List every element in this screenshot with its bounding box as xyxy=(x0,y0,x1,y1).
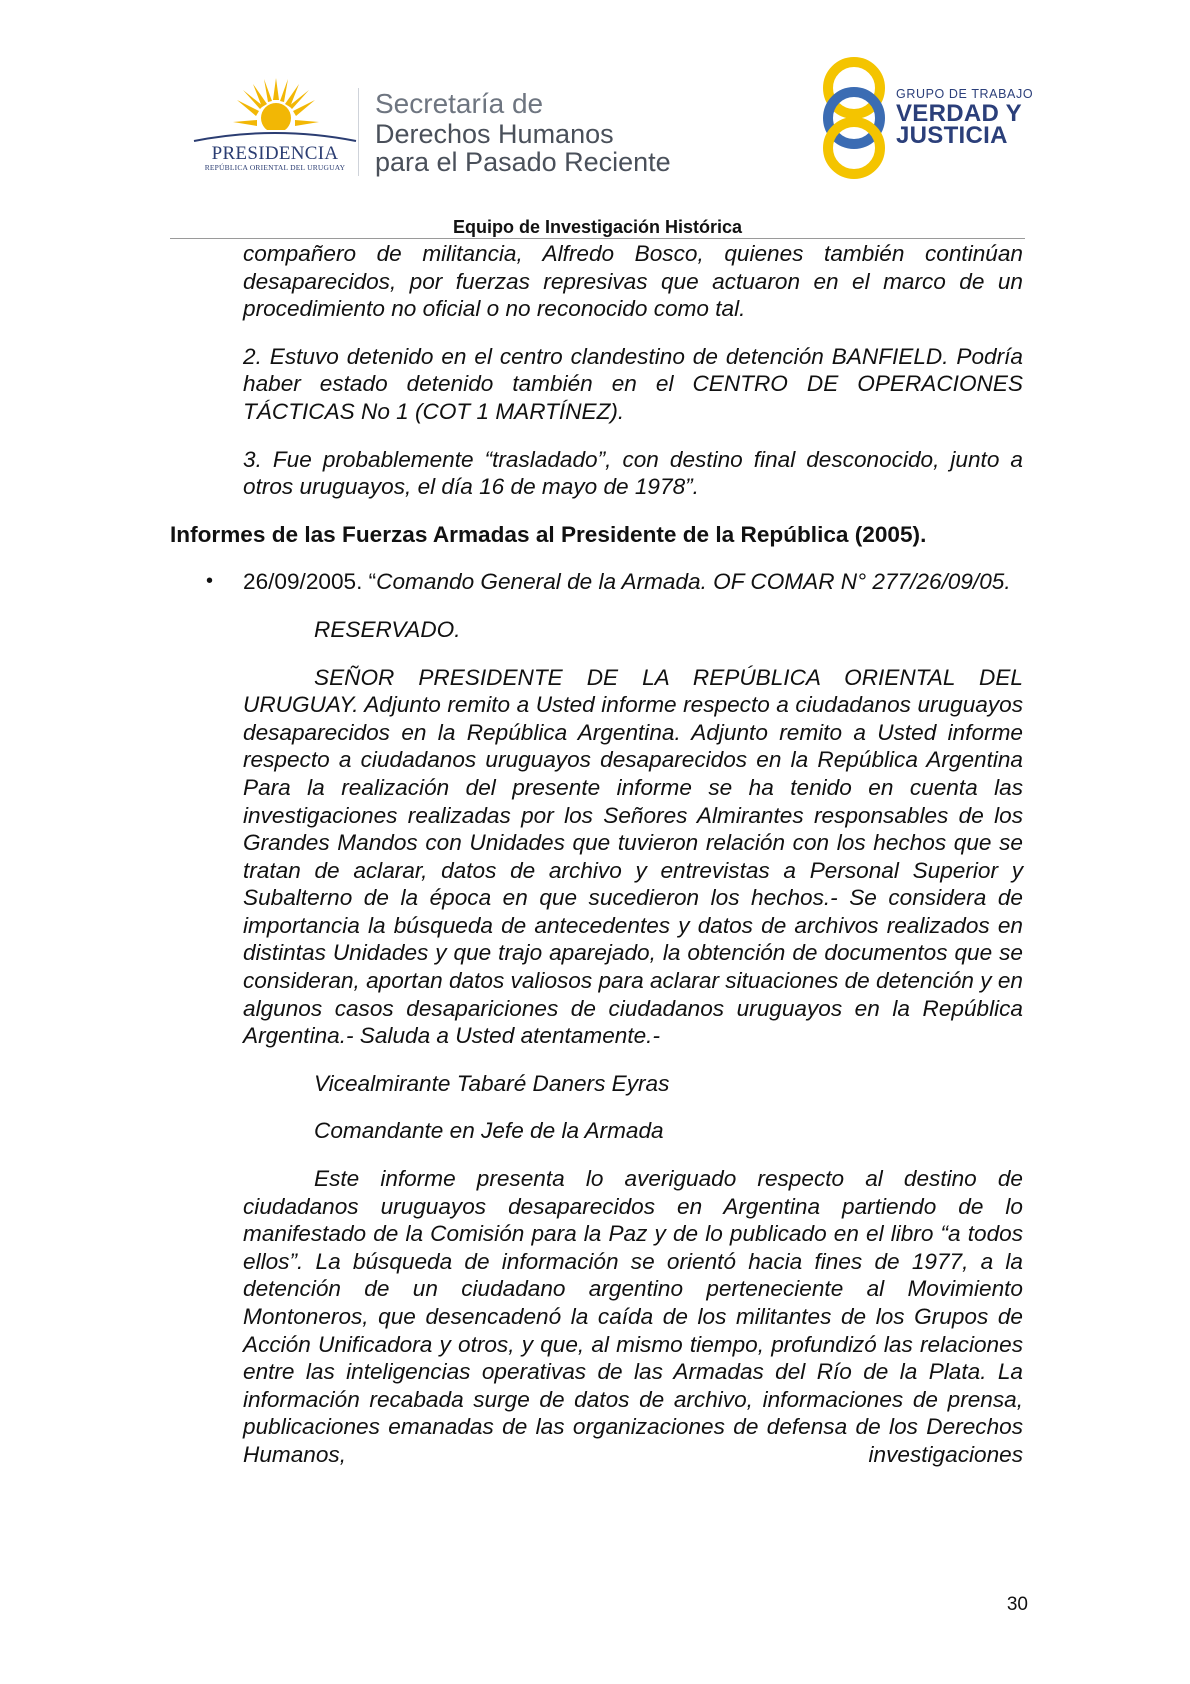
section-heading: Informes de las Fuerzas Armadas al Presidente de la República (2005). xyxy=(170,521,927,547)
signature-title: Comandante en Jefe de la Armada xyxy=(314,1118,664,1144)
bullet-date: 26/09/2005. “ xyxy=(243,569,377,595)
presidencia-subtitle: REPÚBLICA ORIENTAL DEL URUGUAY xyxy=(204,163,346,172)
letter-paragraph: SEÑOR PRESIDENTE DE LA REPÚBLICA ORIENTAL DEL URUGUAY. Adjunto remito a Usted informe respecto a ciudadanos uruguayos desaparecidos en la República Argentina. Adjunto remito a Usted informe respecto a ciudadanos uruguayos desaparecidos en la República Argentina Para la realización del presente informe se ha tenido en cuenta las investigaciones realizadas por los Señores Almirantes responsables de los Grandes Mandos con Unidades que tuvieron relación con los hechos que se tratan de aclarar, datos de archivo y entrevistas a Personal Superior y Subalterno de la época en que sucedieron los hechos.- Se considera de importancia la búsqueda de antecedentes y datos de archivos realizados en distintas Unidades y que trajo aparejado, la obtención de documentos que se consideran, aportan datos valiosos para aclarar situaciones de detención y en algunos casos desapariciones de ciudadanos uruguayos en la República Argentina.- Saluda a Usted atentamente.- xyxy=(243,664,1023,1049)
arc-line-icon xyxy=(192,129,358,143)
secretaria-line3: para el Pasado Reciente xyxy=(375,147,671,177)
bullet-icon: • xyxy=(206,570,214,593)
grupo-line1: GRUPO DE TRABAJO xyxy=(896,87,1034,101)
paragraph-continuation: compañero de militancia, Alfredo Bosco, quienes también continúan desaparecidos, por fuerzas represivas que actuaron en el marco de un procedimiento no oficial o no reconocido como tal. xyxy=(243,241,1023,322)
paragraph-item-2: 2. Estuvo detenido en el centro clandestino de detención BANFIELD. Podría haber estado detenido también en el CENTRO DE OPERACIONES TÁCTICAS No 1 (COT 1 MARTÍNEZ). xyxy=(243,343,1023,424)
informe-paragraph: Este informe presenta lo averiguado respecto al destino de ciudadanos uruguayos desaparecidos en Argentina partiendo de lo manifestado de la Comisión para la Paz y de lo publicado en el libro “a todos ellos”. La búsqueda de información se orientó hacia fines de 1977, a la detención de un ciudadano argentino perteneciente al Movimiento Montoneros, que desencadenó la caída de los militantes de los Grupos de Acción Unificadora y otros, y que, al mismo tiempo, profundizó las relaciones entre las inteligencias operativas de las Armadas del Río de la Plata. La información recabada surge de datos de archivo, informaciones de prensa, publicaciones emanadas de las organizaciones de defensa de los Derechos Humanos, investigaciones xyxy=(243,1166,1023,1467)
document-body xyxy=(170,240,1023,1489)
secretaria-line2: Derechos Humanos xyxy=(375,119,614,149)
page-number: 30 xyxy=(1006,1594,1028,1615)
page-header xyxy=(0,0,1190,230)
grupo-line3: JUSTICIA xyxy=(896,122,1008,149)
presidencia-name: PRESIDENCIA xyxy=(211,143,339,164)
bullet-item xyxy=(206,568,1023,596)
bullet-text: Comando General de la Armada. OF COMAR N° 277/26/09/05. xyxy=(376,569,1011,595)
header-rule xyxy=(170,238,1025,239)
interlocking-rings-icon xyxy=(818,56,890,180)
grupo-line2: VERDAD Y xyxy=(896,100,1022,127)
team-title: Equipo de Investigación Histórica xyxy=(452,217,743,237)
logo-divider xyxy=(358,88,359,176)
secretaria-line1: Secretaría de xyxy=(375,88,544,119)
paragraph-item-3: 3. Fue probablemente “trasladado”, con destino final desconocido, junto a otros uruguayos, el día 16 de mayo de 1978”. xyxy=(243,446,1023,500)
reservado-label: RESERVADO. xyxy=(314,616,461,642)
signature-name: Vicealmirante Tabaré Daners Eyras xyxy=(314,1070,670,1096)
